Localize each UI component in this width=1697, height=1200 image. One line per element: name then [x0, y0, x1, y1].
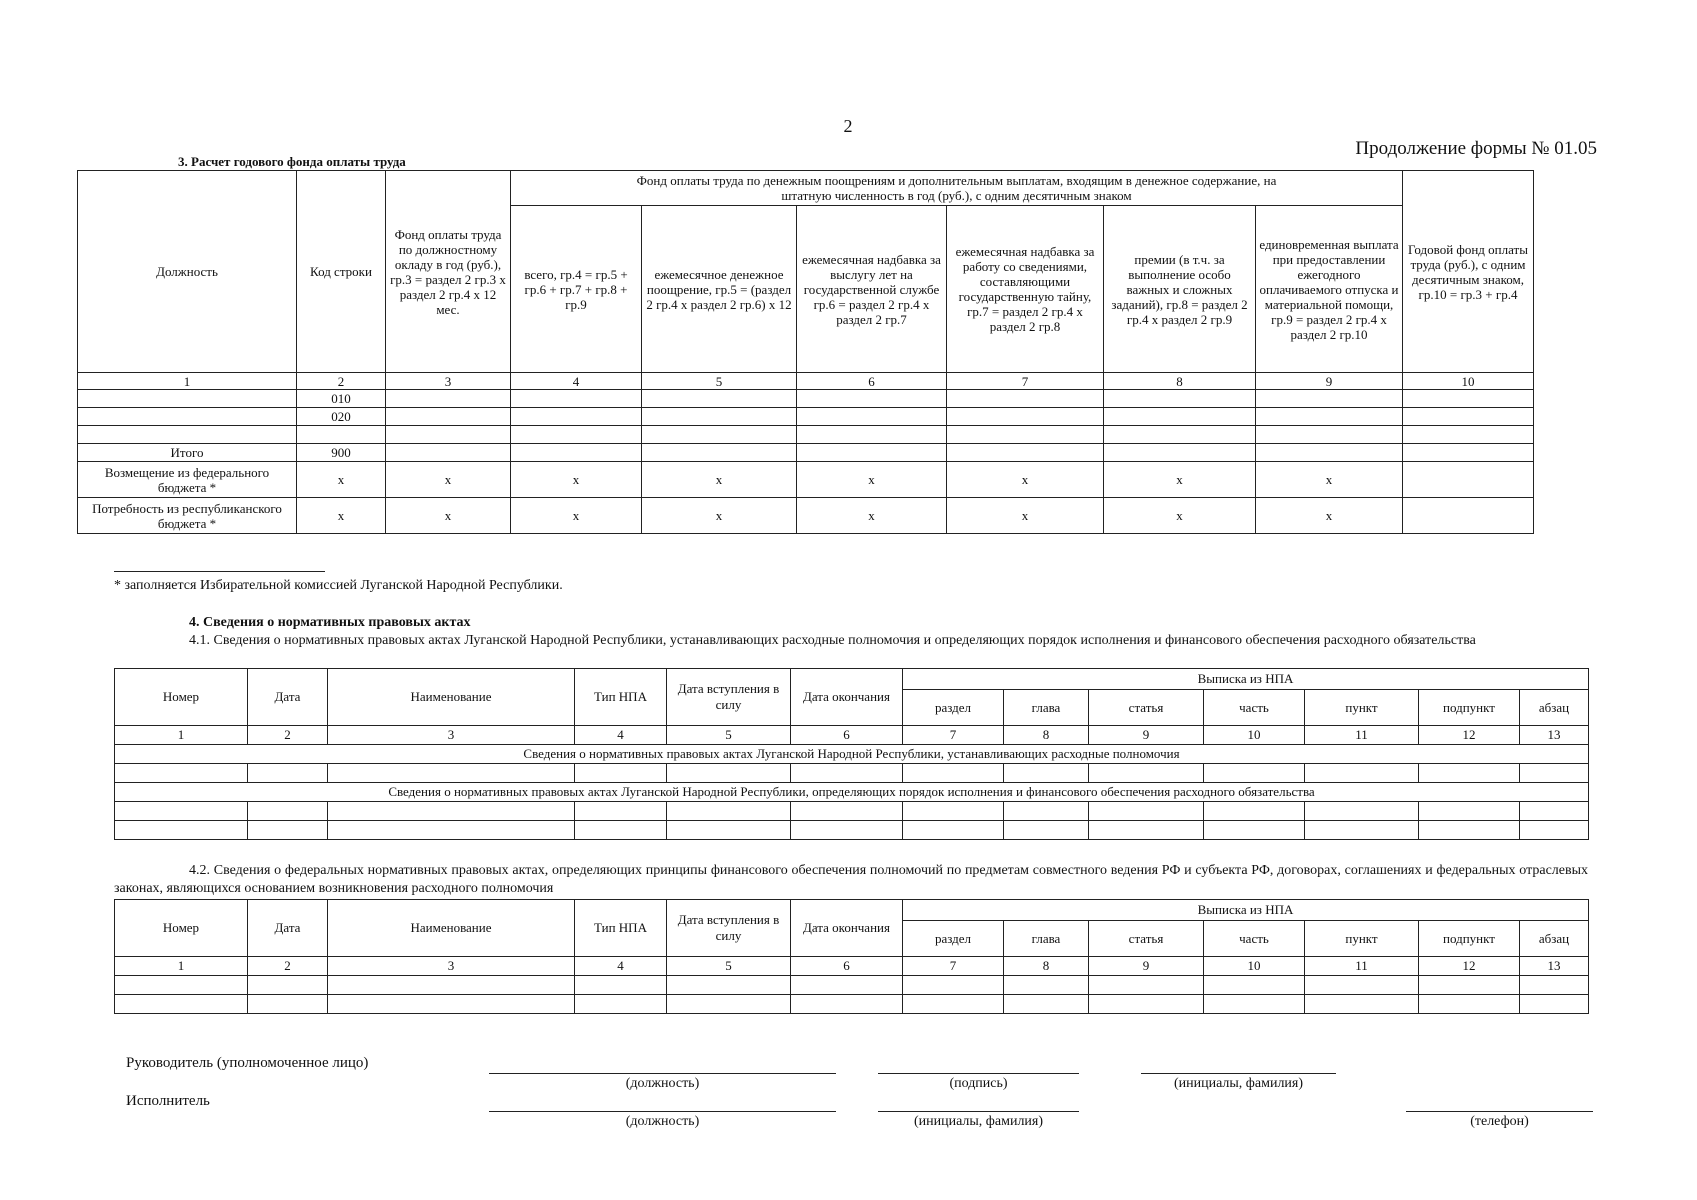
executor-position-caption: (должность)	[625, 1114, 700, 1129]
header-position: Должность	[78, 171, 297, 373]
header-secret: ежемесячная надбавка за работу со сведениями, составляющими государственную тайну, гр.7 = раздел 2 гр.4 х раздел 2 гр.8	[947, 206, 1104, 373]
column-numbers-row	[115, 726, 1589, 745]
col-number: 5	[642, 373, 797, 390]
col-number: 8	[1104, 373, 1256, 390]
col-number: 1	[115, 726, 248, 745]
section4-title: 4. Сведения о нормативных правовых актах	[189, 615, 471, 630]
header-onetime: единовременная выплата при предоставлении ежегодного оплачиваемого отпуска и материальной помощи, гр.9 = раздел 2 гр.4 х раздел 2 гр.10	[1256, 206, 1403, 373]
cell[interactable]	[511, 408, 642, 426]
header-name: Наименование	[328, 669, 575, 726]
header-extract: Выписка из НПА	[903, 669, 1589, 690]
table-row	[78, 408, 1534, 426]
table-row	[115, 976, 1589, 995]
row-label: Итого	[78, 444, 297, 462]
col-number: 12	[1419, 726, 1520, 745]
table-row	[78, 390, 1534, 408]
head-position-line[interactable]	[489, 1073, 836, 1074]
col-number: 10	[1204, 726, 1305, 745]
header-monthly-bonus: ежемесячное денежное поощрение, гр.5 = (раздел 2 гр.4 х раздел 2 гр.6) х 12	[642, 206, 797, 373]
table-row	[78, 498, 1534, 534]
col-number: 8	[1004, 726, 1089, 745]
header-section: раздел	[903, 921, 1004, 957]
col-number: 3	[328, 726, 575, 745]
table-row	[115, 764, 1589, 783]
col-number: 7	[903, 726, 1004, 745]
cell[interactable]	[642, 390, 797, 408]
cell[interactable]	[511, 426, 642, 444]
col-number: 5	[667, 726, 791, 745]
header-code: Код строки	[297, 171, 386, 373]
cell[interactable]	[797, 444, 947, 462]
col-number: 7	[903, 957, 1004, 976]
header-premium: премии (в т.ч. за выполнение особо важных и сложных заданий), гр.8 = раздел 2 гр.4 х раздел 2 гр.9	[1104, 206, 1256, 373]
head-signature-line[interactable]	[878, 1073, 1079, 1074]
column-numbers-row	[115, 957, 1589, 976]
cell[interactable]	[642, 426, 797, 444]
cell: x	[1104, 498, 1256, 534]
col-number: 6	[791, 957, 903, 976]
col-number: 4	[575, 726, 667, 745]
col-number: 12	[1419, 957, 1520, 976]
header-fund-salary: Фонд оплаты труда по должностному окладу в год (руб.), гр.3 = раздел 2 гр.3 х раздел 2 гр.4 х 12 мес.	[386, 171, 511, 373]
header-seniority: ежемесячная надбавка за выслугу лет на государственной службе гр.6 = раздел 2 гр.4 х раздел 2 гр.7	[797, 206, 947, 373]
cell[interactable]	[1256, 408, 1403, 426]
col-number: 7	[947, 373, 1104, 390]
column-numbers-row	[78, 373, 1534, 390]
col-number: 8	[1004, 957, 1089, 976]
cell[interactable]	[386, 390, 511, 408]
col-number: 13	[1520, 726, 1589, 745]
row-code: 010	[297, 390, 386, 408]
cell: x	[386, 498, 511, 534]
col-number: 9	[1089, 726, 1204, 745]
cell[interactable]	[797, 426, 947, 444]
cell[interactable]	[386, 444, 511, 462]
cell[interactable]	[1256, 426, 1403, 444]
annual-payroll-table	[77, 170, 1534, 534]
col-number: 6	[797, 373, 947, 390]
section3-title: 3. Расчет годового фонда оплаты труда	[178, 154, 406, 169]
cell: x	[511, 498, 642, 534]
section4-sub2: 4.2. Сведения о федеральных нормативных правовых актах, определяющих принципы финансового обеспечения полномочий по предметам совместного ведения РФ и субъекта РФ, договорах, соглашениях и федеральных отраслевых законах, являющихся основанием возникновения расходного полномочия	[114, 863, 1588, 896]
table-row	[115, 802, 1589, 821]
executor-initials-caption: (инициалы, фамилия)	[913, 1114, 1044, 1129]
cell: x	[1256, 462, 1403, 498]
cell[interactable]	[947, 444, 1104, 462]
row-label	[78, 408, 297, 426]
header-end-date: Дата окончания	[791, 669, 903, 726]
header-entry-date: Дата вступления в силу	[667, 669, 791, 726]
cell: x	[511, 462, 642, 498]
col-number: 4	[575, 957, 667, 976]
cell[interactable]	[1403, 444, 1534, 462]
header-part: часть	[1204, 921, 1305, 957]
col-number: 2	[248, 957, 328, 976]
header-type: Тип НПА	[575, 669, 667, 726]
cell[interactable]	[1104, 444, 1256, 462]
cell[interactable]	[797, 390, 947, 408]
header-date: Дата	[248, 900, 328, 957]
cell[interactable]	[947, 426, 1104, 444]
header-article: статья	[1089, 690, 1204, 726]
row-label: Возмещение из федерального бюджета *	[78, 462, 297, 498]
cell: x	[642, 498, 797, 534]
col-number: 2	[297, 373, 386, 390]
executor-position-line[interactable]	[489, 1111, 836, 1112]
head-position-caption: (должность)	[625, 1076, 700, 1091]
col-number: 1	[78, 373, 297, 390]
header-part: часть	[1204, 690, 1305, 726]
header-number: Номер	[115, 669, 248, 726]
cell[interactable]	[1256, 444, 1403, 462]
cell[interactable]	[1104, 390, 1256, 408]
cell[interactable]	[511, 390, 642, 408]
cell[interactable]	[947, 390, 1104, 408]
col-number: 1	[115, 957, 248, 976]
head-label: Руководитель (уполномоченное лицо)	[126, 1055, 369, 1071]
cell[interactable]	[642, 444, 797, 462]
executor-initials-line[interactable]	[878, 1111, 1079, 1112]
cell: x	[386, 462, 511, 498]
head-initials-line[interactable]	[1141, 1073, 1336, 1074]
header-extract: Выписка из НПА	[903, 900, 1589, 921]
header-date: Дата	[248, 669, 328, 726]
col-number: 11	[1305, 726, 1419, 745]
header-subpoint: подпункт	[1419, 921, 1520, 957]
executor-phone-caption: (телефон)	[1470, 1114, 1529, 1129]
row-code: 900	[297, 444, 386, 462]
cell[interactable]	[1403, 390, 1534, 408]
form-continuation: Продолжение формы № 01.05	[1355, 138, 1597, 159]
header-chapter: глава	[1004, 690, 1089, 726]
header-group: Фонд оплаты труда по денежным поощрениям и дополнительным выплатам, входящим в денежное содержание, на штатную численность в год (руб.), с одним десятичным знаком	[511, 171, 1403, 206]
row-code: 020	[297, 408, 386, 426]
head-initials-caption: (инициалы, фамилия)	[1173, 1076, 1304, 1091]
cell[interactable]	[1403, 408, 1534, 426]
cell[interactable]	[386, 408, 511, 426]
table-row	[115, 821, 1589, 840]
header-number: Номер	[115, 900, 248, 957]
col-number: 4	[511, 373, 642, 390]
cell[interactable]	[797, 408, 947, 426]
row-code: x	[297, 498, 386, 534]
table-row-total	[78, 444, 1534, 462]
header-type: Тип НПА	[575, 900, 667, 957]
cell[interactable]	[1403, 498, 1534, 534]
cell: x	[797, 462, 947, 498]
cell[interactable]	[1256, 390, 1403, 408]
header-total: всего, гр.4 = гр.5 + гр.6 + гр.7 + гр.8 + гр.9	[511, 206, 642, 373]
cell[interactable]	[1104, 426, 1256, 444]
cell[interactable]	[1104, 408, 1256, 426]
band-row: Сведения о нормативных правовых актах Луганской Народной Республики, определяющих порядок исполнения и финансового обеспечения расходного обязательства	[115, 783, 1589, 802]
footnote: * заполняется Избирательной комиссией Луганской Народной Республики.	[114, 578, 563, 593]
cell: x	[947, 462, 1104, 498]
npa-table-1	[114, 668, 1589, 840]
cell: x	[1104, 462, 1256, 498]
footnote-divider	[114, 571, 325, 572]
table-row	[78, 462, 1534, 498]
col-number: 10	[1403, 373, 1534, 390]
cell[interactable]	[642, 408, 797, 426]
executor-label: Исполнитель	[126, 1093, 210, 1109]
header-end-date: Дата окончания	[791, 900, 903, 957]
col-number: 6	[791, 726, 903, 745]
npa-table-2	[114, 899, 1589, 1014]
cell[interactable]	[1403, 462, 1534, 498]
header-article: статья	[1089, 921, 1204, 957]
head-signature-caption: (подпись)	[949, 1076, 1008, 1091]
col-number: 2	[248, 726, 328, 745]
header-entry-date: Дата вступления в силу	[667, 900, 791, 957]
cell[interactable]	[947, 408, 1104, 426]
header-point: пункт	[1305, 690, 1419, 726]
row-label: Потребность из республиканского бюджета *	[78, 498, 297, 534]
header-annual: Годовой фонд оплаты труда (руб.), с одним десятичным знаком, гр.10 = гр.3 + гр.4	[1403, 171, 1534, 373]
col-number: 3	[328, 957, 575, 976]
section4-sub1: 4.1. Сведения о нормативных правовых актах Луганской Народной Республики, устанавливающих расходные полномочия и определяющих порядок исполнения и финансового обеспечения расходного обязательства	[189, 633, 1476, 648]
cell[interactable]	[511, 444, 642, 462]
table-row	[115, 995, 1589, 1014]
header-point: пункт	[1305, 921, 1419, 957]
col-number: 5	[667, 957, 791, 976]
row-code: x	[297, 462, 386, 498]
col-number: 9	[1089, 957, 1204, 976]
header-name: Наименование	[328, 900, 575, 957]
header-chapter: глава	[1004, 921, 1089, 957]
row-code	[297, 426, 386, 444]
cell: x	[642, 462, 797, 498]
cell[interactable]	[386, 426, 511, 444]
col-number: 13	[1520, 957, 1589, 976]
page-number: 2	[843, 116, 853, 136]
cell: x	[947, 498, 1104, 534]
col-number: 9	[1256, 373, 1403, 390]
row-label	[78, 426, 297, 444]
header-paragraph: абзац	[1520, 921, 1589, 957]
header-section: раздел	[903, 690, 1004, 726]
header-paragraph: абзац	[1520, 690, 1589, 726]
col-number: 10	[1204, 957, 1305, 976]
cell[interactable]	[1403, 426, 1534, 444]
cell: x	[1256, 498, 1403, 534]
header-subpoint: подпункт	[1419, 690, 1520, 726]
row-label	[78, 390, 297, 408]
col-number: 11	[1305, 957, 1419, 976]
table-row	[78, 426, 1534, 444]
cell: x	[797, 498, 947, 534]
band-row: Сведения о нормативных правовых актах Луганской Народной Республики, устанавливающих расходные полномочия	[115, 745, 1589, 764]
executor-phone-line[interactable]	[1406, 1111, 1593, 1112]
col-number: 3	[386, 373, 511, 390]
